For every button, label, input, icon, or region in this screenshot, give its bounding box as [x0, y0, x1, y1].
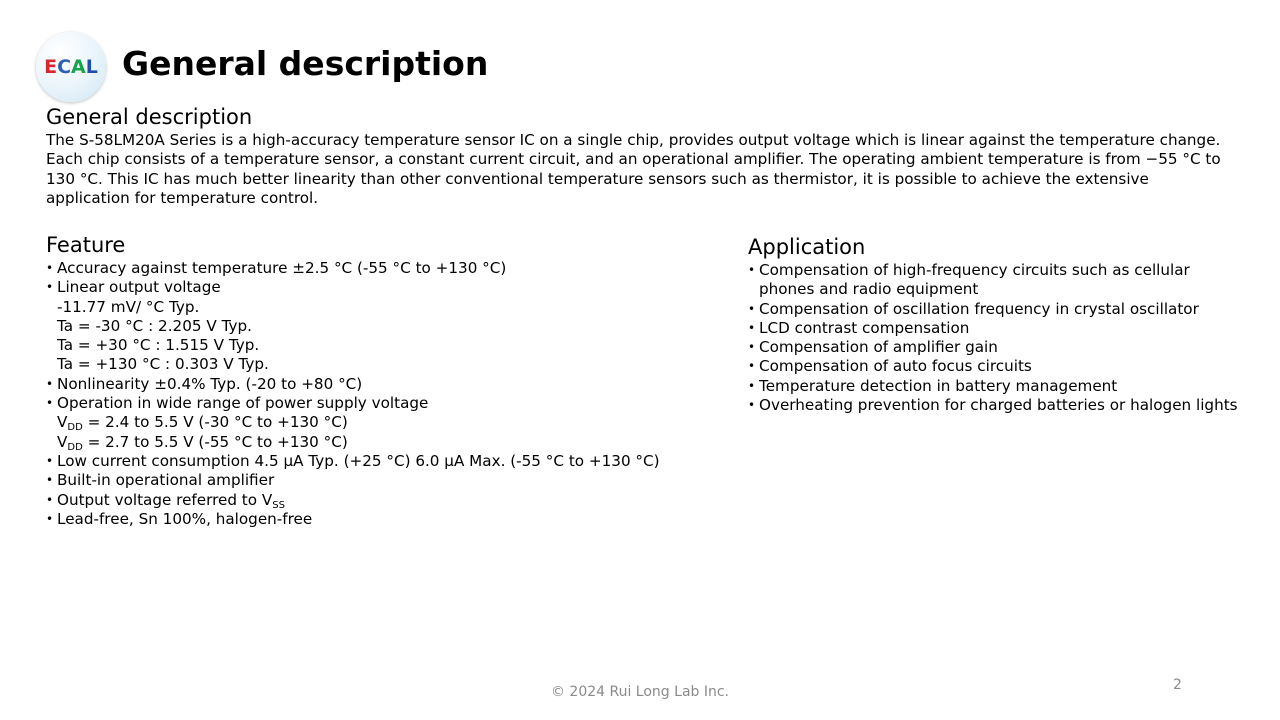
- feature-item-output-ref: [46, 491, 660, 510]
- feature-item-low-current: • Low current consumption 4.5 µA Typ. (+25 °C) 6.0 µA Max. (-55 °C to +130 °C): [46, 452, 660, 471]
- feature-item-lead-free: • Lead-free, Sn 100%, halogen-free: [46, 510, 660, 529]
- vdd-subscript: DD: [67, 441, 83, 453]
- feature-list: [46, 259, 660, 529]
- feature-subitem-ta-plus130: Ta = +130 °C : 0.303 V Typ.: [57, 355, 269, 374]
- description-heading: General description: [46, 105, 253, 129]
- feature-subitem-vdd-range2: [46, 433, 660, 452]
- vdd-symbol: V: [57, 413, 68, 432]
- application-item: • Compensation of high-frequency circuits such as cellular: [748, 261, 1238, 280]
- feature-item-linear-output: • Linear output voltage: [46, 278, 660, 297]
- application-item: • Temperature detection in battery management: [748, 377, 1238, 396]
- feature-subitem-ta-minus30: Ta = -30 °C : 2.205 V Typ.: [57, 316, 252, 335]
- feature-subitem-vdd-range1: [46, 413, 660, 432]
- vss-subscript: SS: [272, 499, 285, 511]
- vdd-range1-text: = 2.4 to 5.5 V (-30 °C to +130 °C): [82, 413, 348, 432]
- feature-heading: Feature: [46, 233, 126, 257]
- application-list: [748, 261, 1238, 415]
- feature-subitem-slope: -11.77 mV/ °C Typ.: [57, 297, 200, 316]
- application-item-continuation: phones and radio equipment: [759, 280, 979, 299]
- feature-item-opamp: • Built-in operational amplifier: [46, 471, 660, 490]
- feature-subitem-ta-plus30: Ta = +30 °C : 1.515 V Typ.: [57, 336, 260, 355]
- application-item: • Compensation of oscillation frequency in crystal oscillator: [748, 300, 1238, 319]
- company-logo: [36, 32, 106, 102]
- application-item: • Compensation of auto focus circuits: [748, 357, 1238, 376]
- vdd-symbol: V: [57, 432, 68, 451]
- logo-letter-e: E: [44, 56, 58, 78]
- vdd-subscript: DD: [67, 422, 83, 434]
- logo-letter-a: A: [71, 56, 86, 78]
- slide-title: General description: [122, 44, 489, 83]
- feature-item-operation: • Operation in wide range of power supply voltage: [46, 394, 660, 413]
- application-heading: Application: [748, 235, 866, 259]
- feature-item-nonlinearity: • Nonlinearity ±0.4% Typ. (-20 to +80 °C): [46, 375, 660, 394]
- output-ref-text: Output voltage referred to V: [57, 490, 273, 509]
- application-item: • Compensation of amplifier gain: [748, 338, 1238, 357]
- application-item: • LCD contrast compensation: [748, 319, 1238, 338]
- feature-item-accuracy: • Accuracy against temperature ±2.5 °C (-55 °C to +130 °C): [46, 259, 660, 278]
- application-item: • Overheating prevention for charged batteries or halogen lights: [748, 396, 1238, 415]
- vdd-range2-text: = 2.7 to 5.5 V (-55 °C to +130 °C): [82, 432, 348, 451]
- page-number: 2: [1173, 677, 1182, 693]
- description-text: The S-58LM20A Series is a high-accuracy temperature sensor IC on a single chip, provides output voltage which is linear against the temperature change. Each chip consists of a temperature sensor, a constant current circuit, and an operational amplifier. The operating ambient temperature is from −55 °C to 130 °C. This IC has much better linearity than other conventional temperature sensors such as thermistor, it is possible to achieve the extensive application for temperature control.: [46, 131, 1221, 207]
- footer-copyright: © 2024 Rui Long Lab Inc.: [550, 684, 730, 700]
- logo-letter-c: C: [57, 56, 72, 78]
- logo-letter-l: L: [85, 56, 98, 78]
